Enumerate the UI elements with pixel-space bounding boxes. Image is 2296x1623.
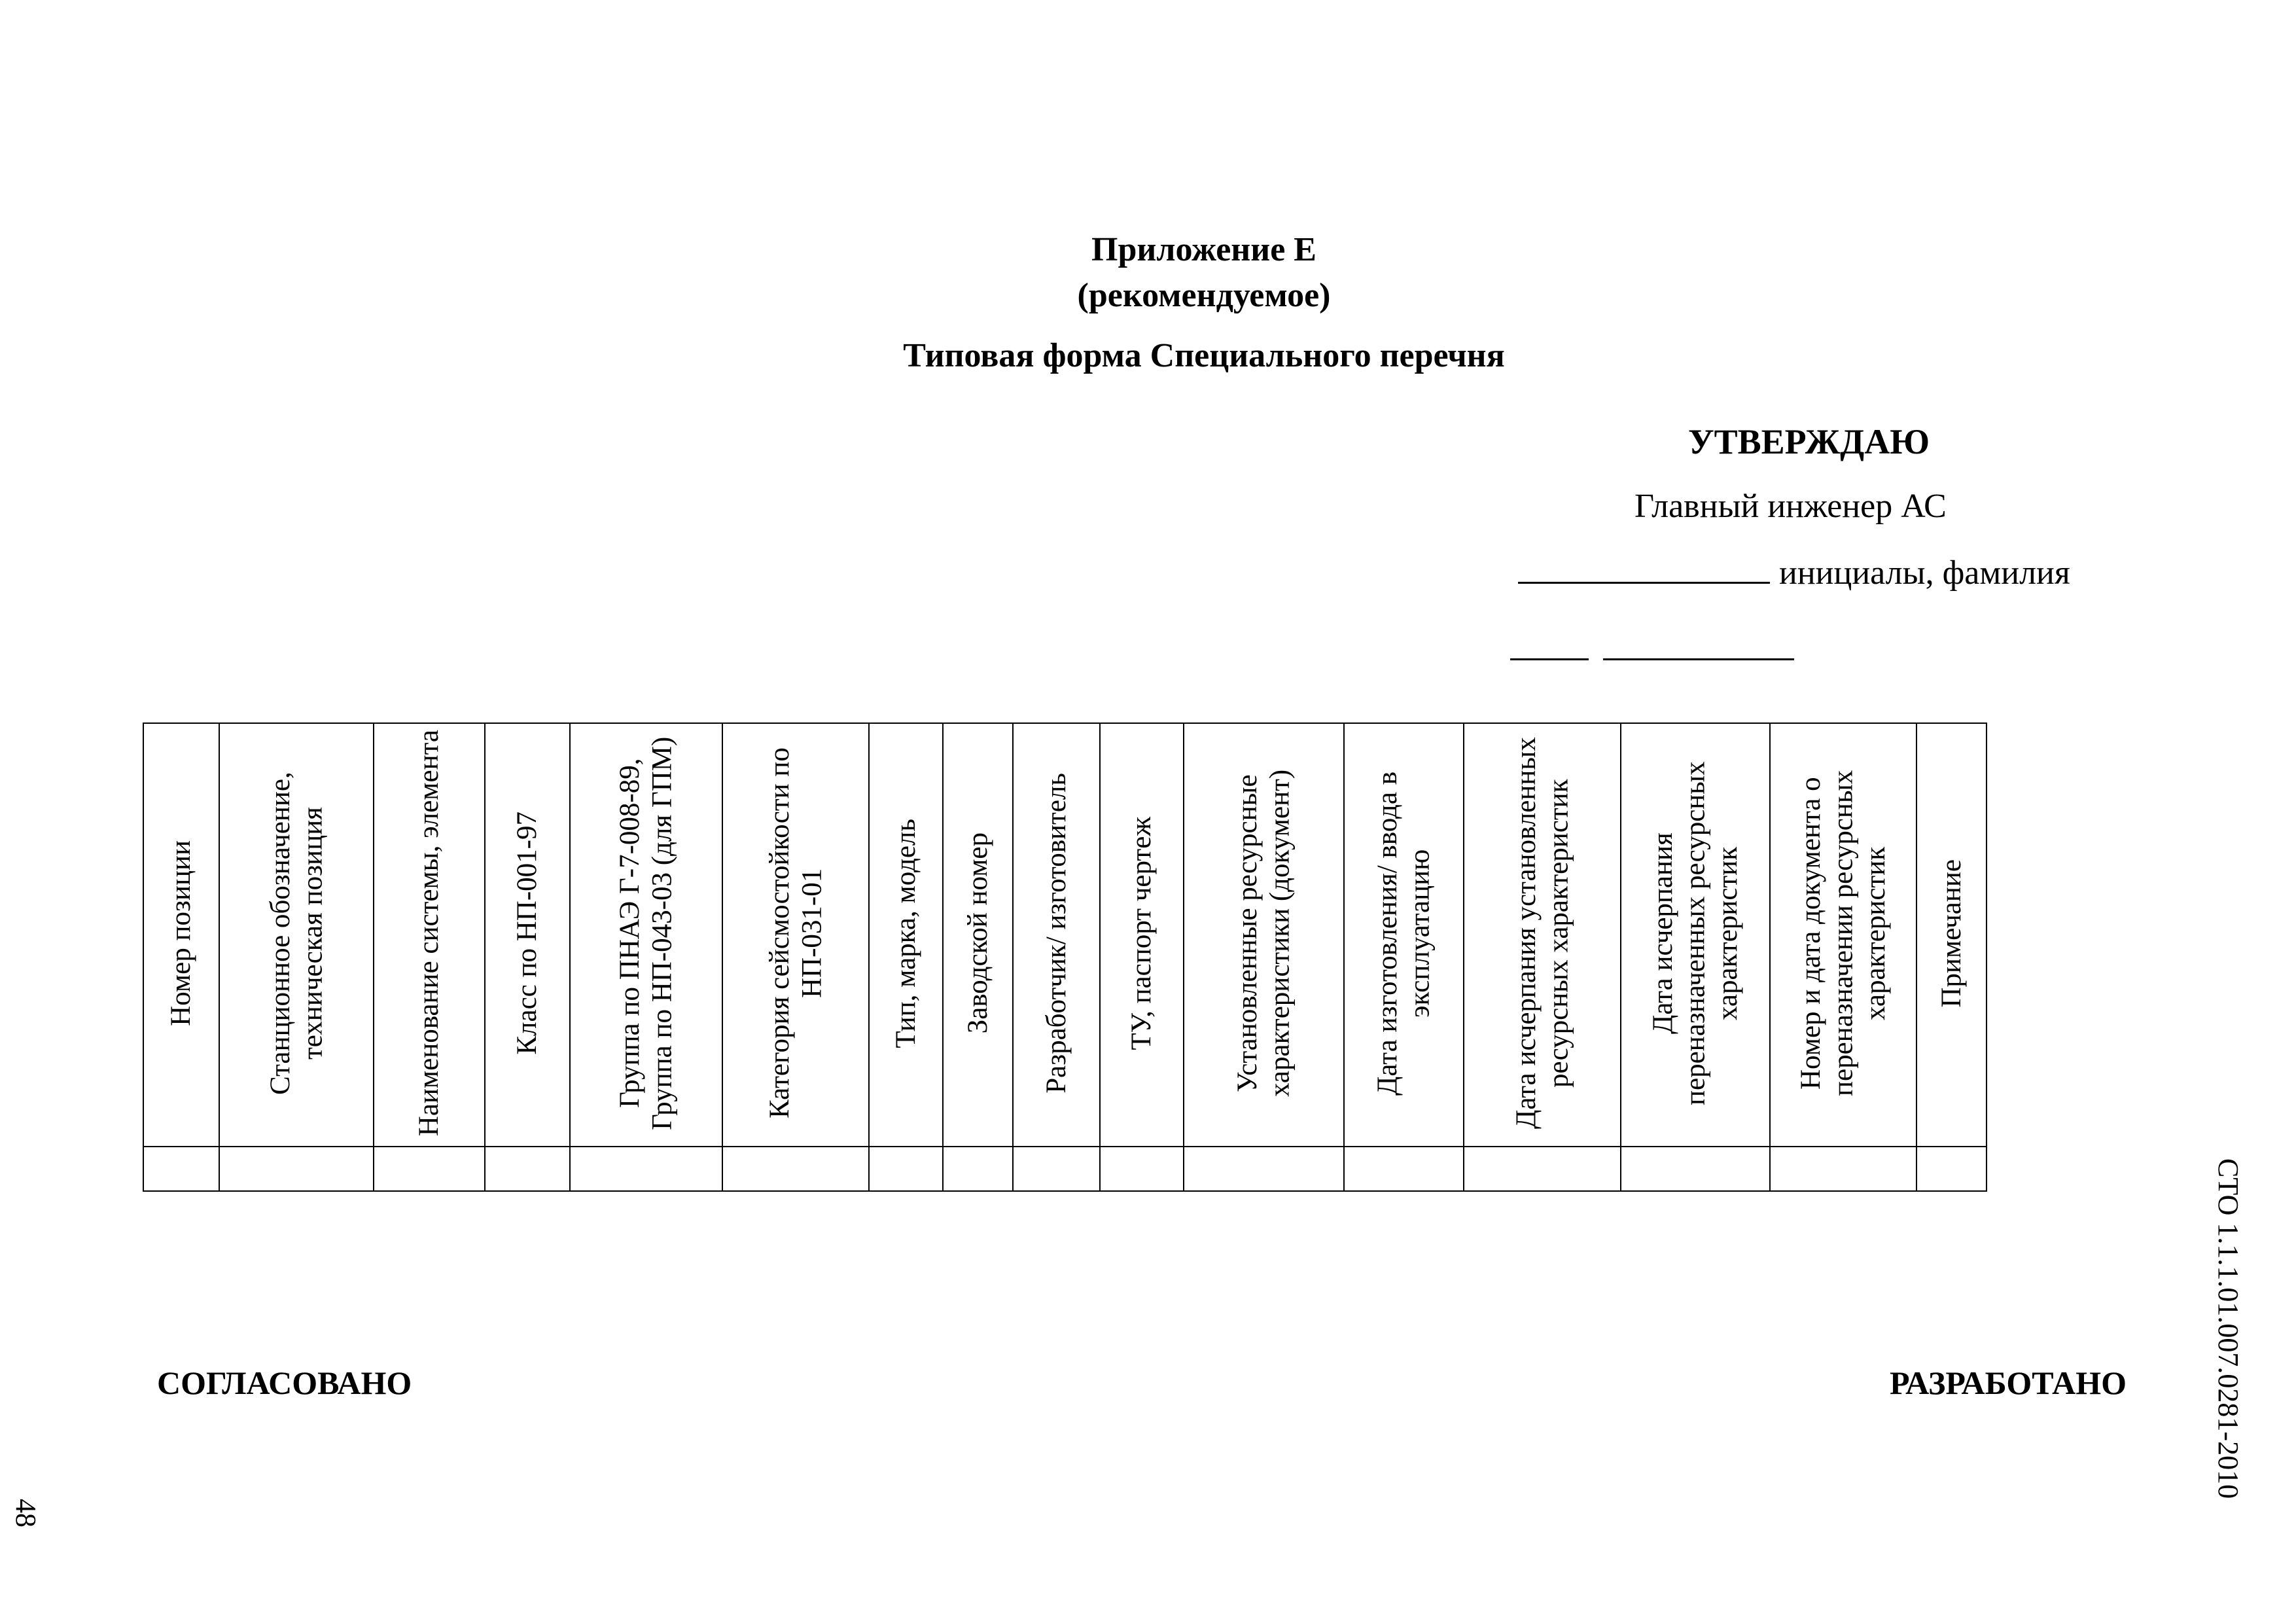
column-header [1100,723,1184,1147]
table-cell [722,1147,869,1191]
column-header [869,723,943,1147]
column-header-label: Класс по НП-001-97 [512,812,543,1055]
column-header [143,723,219,1147]
table-cell [1100,1147,1184,1191]
table-header-row [143,723,1987,1147]
special-list-form-table [143,722,1987,1192]
column-header [722,723,869,1147]
column-header-label: Номер и дата документа о переназначении ресурсных характеристик [1795,770,1891,1097]
agreed-label: СОГЛАСОВАНО [157,1364,412,1401]
column-header [374,723,485,1147]
column-header-label: Разработчик/ изготовитель [1040,773,1072,1094]
column-header-label: Примечание [1935,859,1967,1008]
column-header-label: Дата исчерпания установленных ресурсных характеристик [1510,737,1574,1130]
document-code: СТО 1.1.1.01.007.0281-2010 [2212,1158,2244,1499]
column-header [1621,723,1770,1147]
table-cell [374,1147,485,1191]
table-cell [219,1147,374,1191]
page-number: 48 [10,1499,42,1527]
column-header-label: Дата изготовления/ ввода в эксплуатацию [1372,771,1436,1096]
column-header-label: ТУ, паспорт чертеж [1126,816,1157,1050]
signature-caption: инициалы, фамилия [1779,554,2070,592]
column-header [1770,723,1916,1147]
developed-label: РАЗРАБОТАНО [1890,1364,2127,1401]
approval-position: Главный инженер АС [1634,488,1947,525]
annex-title: Приложение Е [1091,231,1316,268]
table-cell [1464,1147,1621,1191]
column-header [1464,723,1621,1147]
annex-type: (рекомендуемое) [1077,277,1331,314]
table-cell [1184,1147,1344,1191]
table-cell [943,1147,1013,1191]
column-header [570,723,722,1147]
column-header-label: Группа по ПНАЭ Г-7-008-89, Группа по НП-043-03 (для ГПМ) [614,736,678,1130]
approval-signature [1518,554,2070,592]
column-header [219,723,374,1147]
column-header-label: Станционное обозначение, техническая позиция [264,772,328,1095]
table-row [143,1147,1987,1191]
table-cell [143,1147,219,1191]
table-cell [869,1147,943,1191]
date-day-line [1510,658,1589,660]
column-header-label: Тип, марка, модель [890,818,921,1048]
column-header [1184,723,1344,1147]
signature-line [1518,582,1770,584]
column-header-label: Наименование системы, элемента [414,730,445,1137]
table-cell [1621,1147,1770,1191]
column-header-label: Заводской номер [962,832,993,1034]
table-cell [1344,1147,1464,1191]
column-header-label: Дата исчерпания переназначенных ресурсных характеристик [1647,761,1743,1105]
column-header [1916,723,1987,1147]
table-cell [1916,1147,1987,1191]
column-header [943,723,1013,1147]
approval-heading: УТВЕРЖДАЮ [1688,422,1930,461]
column-header-label: Категория сейсмостойкости по НП-031-01 [764,747,827,1119]
column-header [1013,723,1100,1147]
form-title: Типовая форма Специального перечня [903,337,1505,374]
table-cell [570,1147,722,1191]
date-month-line [1603,658,1794,660]
column-header-label: Номер позиции [166,840,197,1026]
column-header [485,723,570,1147]
column-header [1344,723,1464,1147]
table-cell [1013,1147,1100,1191]
table-cell [485,1147,570,1191]
table-cell [1770,1147,1916,1191]
column-header-label: Установленные ресурсные характеристики (документ) [1232,769,1296,1097]
